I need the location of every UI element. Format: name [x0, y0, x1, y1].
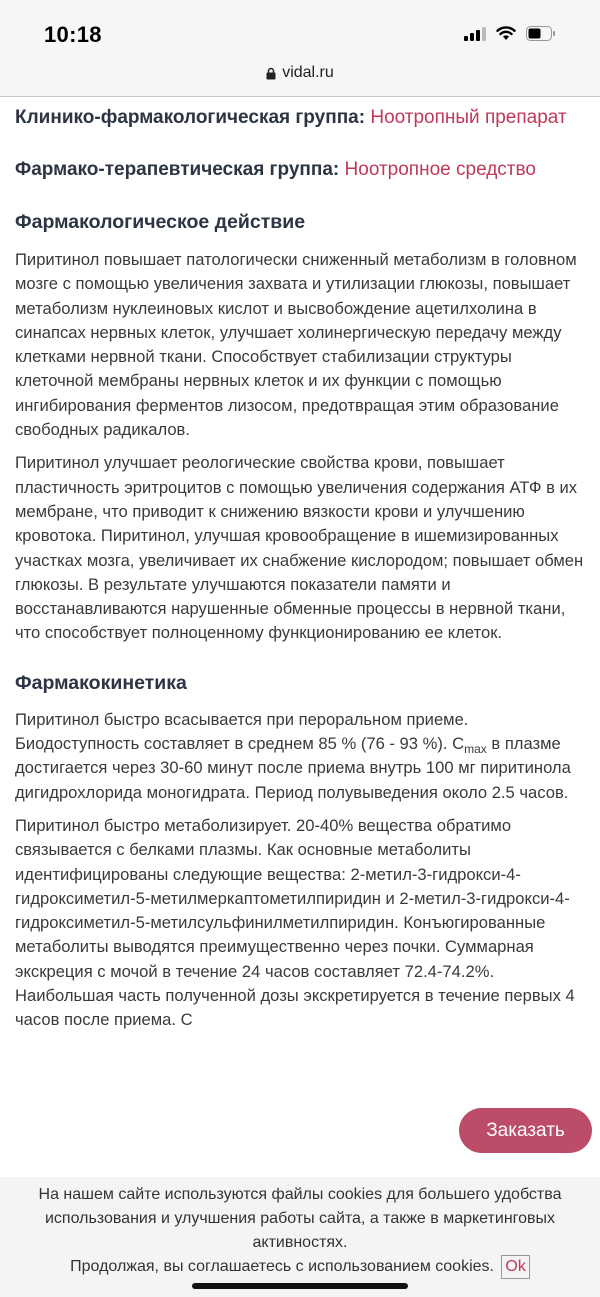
cookie-consent-text: Продолжая, вы соглашаетесь с использованием cookies.	[70, 1258, 494, 1275]
pharmacology-paragraph-1: Пиритинол повышает патологически сниженный метаболизм в головном мозге с помощью увеличения захвата и утилизации глюкозы, повышает метаболизм нуклеиновых кислот и высвобождение ацетилхолина в синапсах нервных клеток, улучшает холинергическую передачу между клетками нервной ткани. Способствует стабилизации структуры клеточной мембраны нервных клеток и их функции с помощью ингибирования ферментов лизосом, предотвращая этим образование свободных радикалов.	[15, 250, 577, 440]
clinical-group	[15, 105, 587, 131]
signal-icon	[464, 27, 486, 41]
pharmacokinetics-paragraph-2: Пиритинол быстро метаболизирует. 20-40% вещества обратимо связывается с белками плазмы. Как основные метаболиты идентифицированы следующие вещества: 2-метил-3-гидрокси-4-гидроксиметил-5-метилмеркаптометилпиридин и 2-метил-3-гидрокси-4-гидроксиметил-5-метилсульфинилметилпиридин. Конъюгированные метаболиты выводятся преимущественно через почки. Суммарная экскреция с мочой в течение 24 часов составляет 72.4-74.2%. Наибольшая часть полученной дозы экскретируется в течение первых 4 часов после приема. С	[15, 815, 575, 1030]
pharmacokinetics-paragraph-1	[15, 708, 587, 805]
pk-cmax-subscript: max	[464, 742, 487, 757]
clinical-group-label: Клинико-фармакологическая группа:	[15, 107, 366, 128]
pharmacology-heading: Фармакологическое действие	[15, 211, 306, 233]
pk-text-b: в плазме достигается через 30-60 минут после приема внутрь 100 мг пиритинола дигидрохлорида моногидрата. Период полувыведения около 2.5 часов.	[15, 734, 571, 802]
pharmacokinetics-heading: Фармакокинетика	[15, 671, 187, 694]
therapeutic-group-label: Фармако-терапевтическая группа:	[15, 159, 340, 180]
url-display[interactable]	[266, 64, 334, 82]
cookie-banner	[0, 1177, 600, 1297]
cookie-ok-button[interactable]: Ok	[501, 1255, 529, 1279]
browser-address-bar[interactable]	[0, 60, 600, 97]
status-icons	[464, 26, 556, 41]
cookie-text: На нашем сайте используются файлы cookies для большего удобства использования и улучшения работы сайта, а также в маркетинговых активностях.	[38, 1186, 562, 1251]
status-time: 10:18	[44, 22, 102, 47]
therapeutic-group-link[interactable]: Ноотропное средство	[344, 159, 536, 180]
url-text: vidal.ru	[282, 64, 334, 81]
article-content	[15, 97, 587, 1033]
wifi-icon	[496, 26, 516, 41]
pk-text-a: Пиритинол быстро всасывается при пероральном приеме. Биодоступность составляет в среднем 85 % (76 - 93 %). C	[15, 709, 469, 754]
pharmacology-paragraph-2: Пиритинол улучшает реологические свойства крови, повышает пластичность эритроцитов с помощью увеличения содержания АТФ в их мембране, что приводит к снижению вязкости крови и улучшению кровотока. Пиритинол, улучшая кровообращение в ишемизированных участках мозга, увеличивает их снабжение кислородом; повышает обмен глюкозы. В результате улучшаются показатели памяти и восстанавливаются нарушенные обменные процессы в нервной ткани, что способствует полноценному функционированию ее клеток.	[15, 453, 584, 643]
home-indicator[interactable]	[192, 1283, 408, 1289]
order-button[interactable]: Заказать	[459, 1108, 592, 1153]
therapeutic-group	[15, 157, 587, 183]
lock-icon	[266, 67, 276, 80]
status-bar	[0, 0, 600, 60]
cookie-consent-line	[8, 1255, 592, 1279]
clinical-group-link[interactable]: Ноотропный препарат	[370, 107, 567, 128]
battery-icon	[526, 26, 556, 41]
